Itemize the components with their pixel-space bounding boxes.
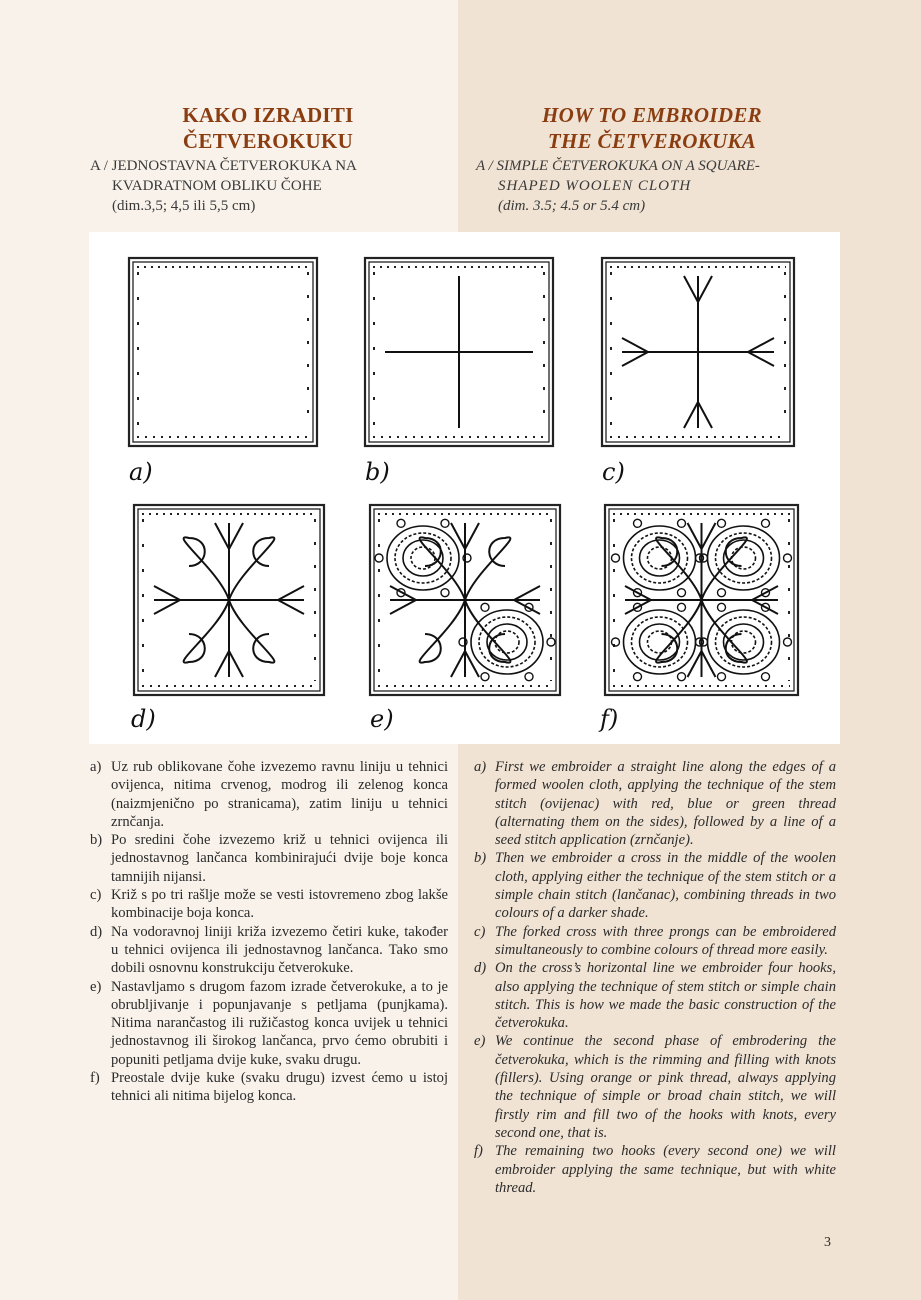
- instruction-text: Po sredini čohe izvezemo križ u tehnici ovijenca ili jednostavnog lančanca kombinirajući dvije boje konca tamnijih nijansi.: [111, 832, 448, 885]
- instruction-text: Preostale dvije kuke (svaku drugu) izvest ćemo u istoj tehnici ali nitima bijelog konca.: [111, 1070, 448, 1105]
- subtitle-croatian: [90, 156, 440, 216]
- embroidery-step-panel: [605, 505, 798, 695]
- step-label: e): [370, 705, 394, 733]
- instruction-item: [474, 923, 836, 960]
- embroidery-step-panel: [134, 505, 324, 695]
- instruction-text: The remaining two hooks (every second one) we will embroider applying the same technique, but with white thread.: [495, 1143, 836, 1196]
- embroidery-step-panel: [602, 258, 794, 446]
- instruction-marker: f): [90, 1070, 100, 1087]
- instruction-item: [474, 959, 836, 1032]
- instruction-text: Nastavljamo s drugom fazom izrade četverokuke, a to je obrubljivanje i popunjavanje s petljama (punjkama). Nitima narančastog ili ružičastog konca uvijek u tehnici jednostavnog ili širokog lančanca, prvo ćemo obrubiti i popuniti petljama dvije kuke, svaku drugu.: [111, 978, 448, 1068]
- step-label: b): [365, 458, 390, 486]
- instruction-text: The forked cross with three prongs can be embroidered simultaneously to combine colours of thread more easily.: [495, 923, 836, 958]
- embroidery-step-panel: [370, 505, 560, 695]
- embroidery-steps-drawing: [89, 232, 840, 744]
- step-label: d): [131, 705, 156, 733]
- instruction-marker: c): [474, 923, 486, 940]
- step-label: a): [129, 458, 153, 486]
- instruction-item: [90, 1069, 448, 1106]
- instructions-croatian: [90, 758, 448, 1106]
- instructions-english: [474, 758, 836, 1197]
- subtitle-line: (dim. 3.5; 4.5 or 5.4 cm): [498, 198, 646, 214]
- instruction-text: Uz rub oblikovane čohe izvezemo ravnu liniju u tehnici ovijenca, nitima crvenog, modrog ili zelenog konca (naizmjenično po stranicama), zatim liniju u tehnici zrnčanja.: [111, 759, 448, 830]
- title-line: HOW TO EMBROIDER: [542, 103, 762, 128]
- instruction-marker: b): [90, 832, 103, 849]
- step-label: c): [602, 458, 625, 486]
- instruction-text: First we embroider a straight line along the edges of a formed woolen cloth, applying the technique of the stem stitch (ovijenac) with red, blue or green thread (alternating them on the sides), followed by a line of a seed stitch application (zrnčanje).: [495, 759, 836, 849]
- instruction-marker: e): [90, 978, 102, 995]
- instruction-item: [474, 758, 836, 849]
- title-english: [462, 102, 842, 154]
- instruction-item: [90, 758, 448, 831]
- page-number: 3: [824, 1235, 831, 1250]
- title-line: THE ČETVEROKUKA: [547, 129, 757, 154]
- instruction-marker: e): [474, 1033, 486, 1050]
- instruction-marker: d): [474, 960, 487, 977]
- embroidery-step-panel: [129, 258, 317, 446]
- subtitle-line: A / SIMPLE ČETVEROKUKA ON A SQUARE-: [476, 158, 760, 174]
- instruction-item: [90, 831, 448, 886]
- subtitle-line: (dim.3,5; 4,5 ili 5,5 cm): [112, 198, 256, 214]
- instruction-item: [90, 886, 448, 923]
- title-line: ČETVEROKUKU: [182, 129, 354, 154]
- instruction-marker: a): [474, 759, 487, 775]
- instruction-text: On the cross’s horizontal line we embroider four hooks, also applying the technique of stem stitch or simple chain stitch. This is how we made the basic construction of the četverokuka.: [495, 960, 836, 1032]
- instruction-marker: c): [90, 887, 102, 904]
- subtitle-line: SHAPED WOOLEN CLOTH: [498, 178, 692, 194]
- subtitle-line: KVADRATNOM OBLIKU ČOHE: [112, 178, 322, 194]
- instruction-item: [474, 1032, 836, 1142]
- instruction-marker: a): [90, 759, 102, 775]
- instruction-item: [90, 923, 448, 978]
- subtitle-english: [476, 156, 836, 216]
- instruction-text: Križ s po tri rašlje može se vesti istovremeno zbog lakše kombinacije boja konca.: [111, 887, 448, 922]
- instruction-text: Na vodoravnoj liniji križa izvezemo četiri kuke, također u tehnici ovijenca ili jednostavnog lančanca. Tako smo dobili osnovnu konstrukciju četverokuke.: [111, 923, 448, 977]
- title-croatian: [78, 102, 458, 154]
- subtitle-line: A / JEDNOSTAVNA ČETVEROKUKA NA: [90, 158, 357, 174]
- instruction-text: We continue the second phase of embrodering the četverokuka, which is the rimming and filling with knots (fillers). Using orange or pink thread, always applying the technique of simple or broad chain stitch, we will firstly rim and fill two of the hooks with knots, every second one, that is.: [495, 1033, 836, 1141]
- instruction-item: [474, 849, 836, 922]
- embroidery-step-panel: [365, 258, 553, 446]
- instruction-text: Then we embroider a cross in the middle of the woolen cloth, applying either the technique of the stem stitch or a simple chain stitch (lančanac), combining threads in two colours of a darker shade.: [495, 850, 836, 922]
- instruction-marker: f): [474, 1143, 483, 1160]
- title-line: KAKO IZRADITI: [182, 103, 354, 128]
- embroidery-steps-figure: [89, 232, 840, 744]
- instruction-item: [474, 1142, 836, 1197]
- step-label: f): [600, 705, 619, 733]
- instruction-marker: d): [90, 923, 103, 940]
- instruction-item: [90, 978, 448, 1069]
- instruction-marker: b): [474, 850, 487, 867]
